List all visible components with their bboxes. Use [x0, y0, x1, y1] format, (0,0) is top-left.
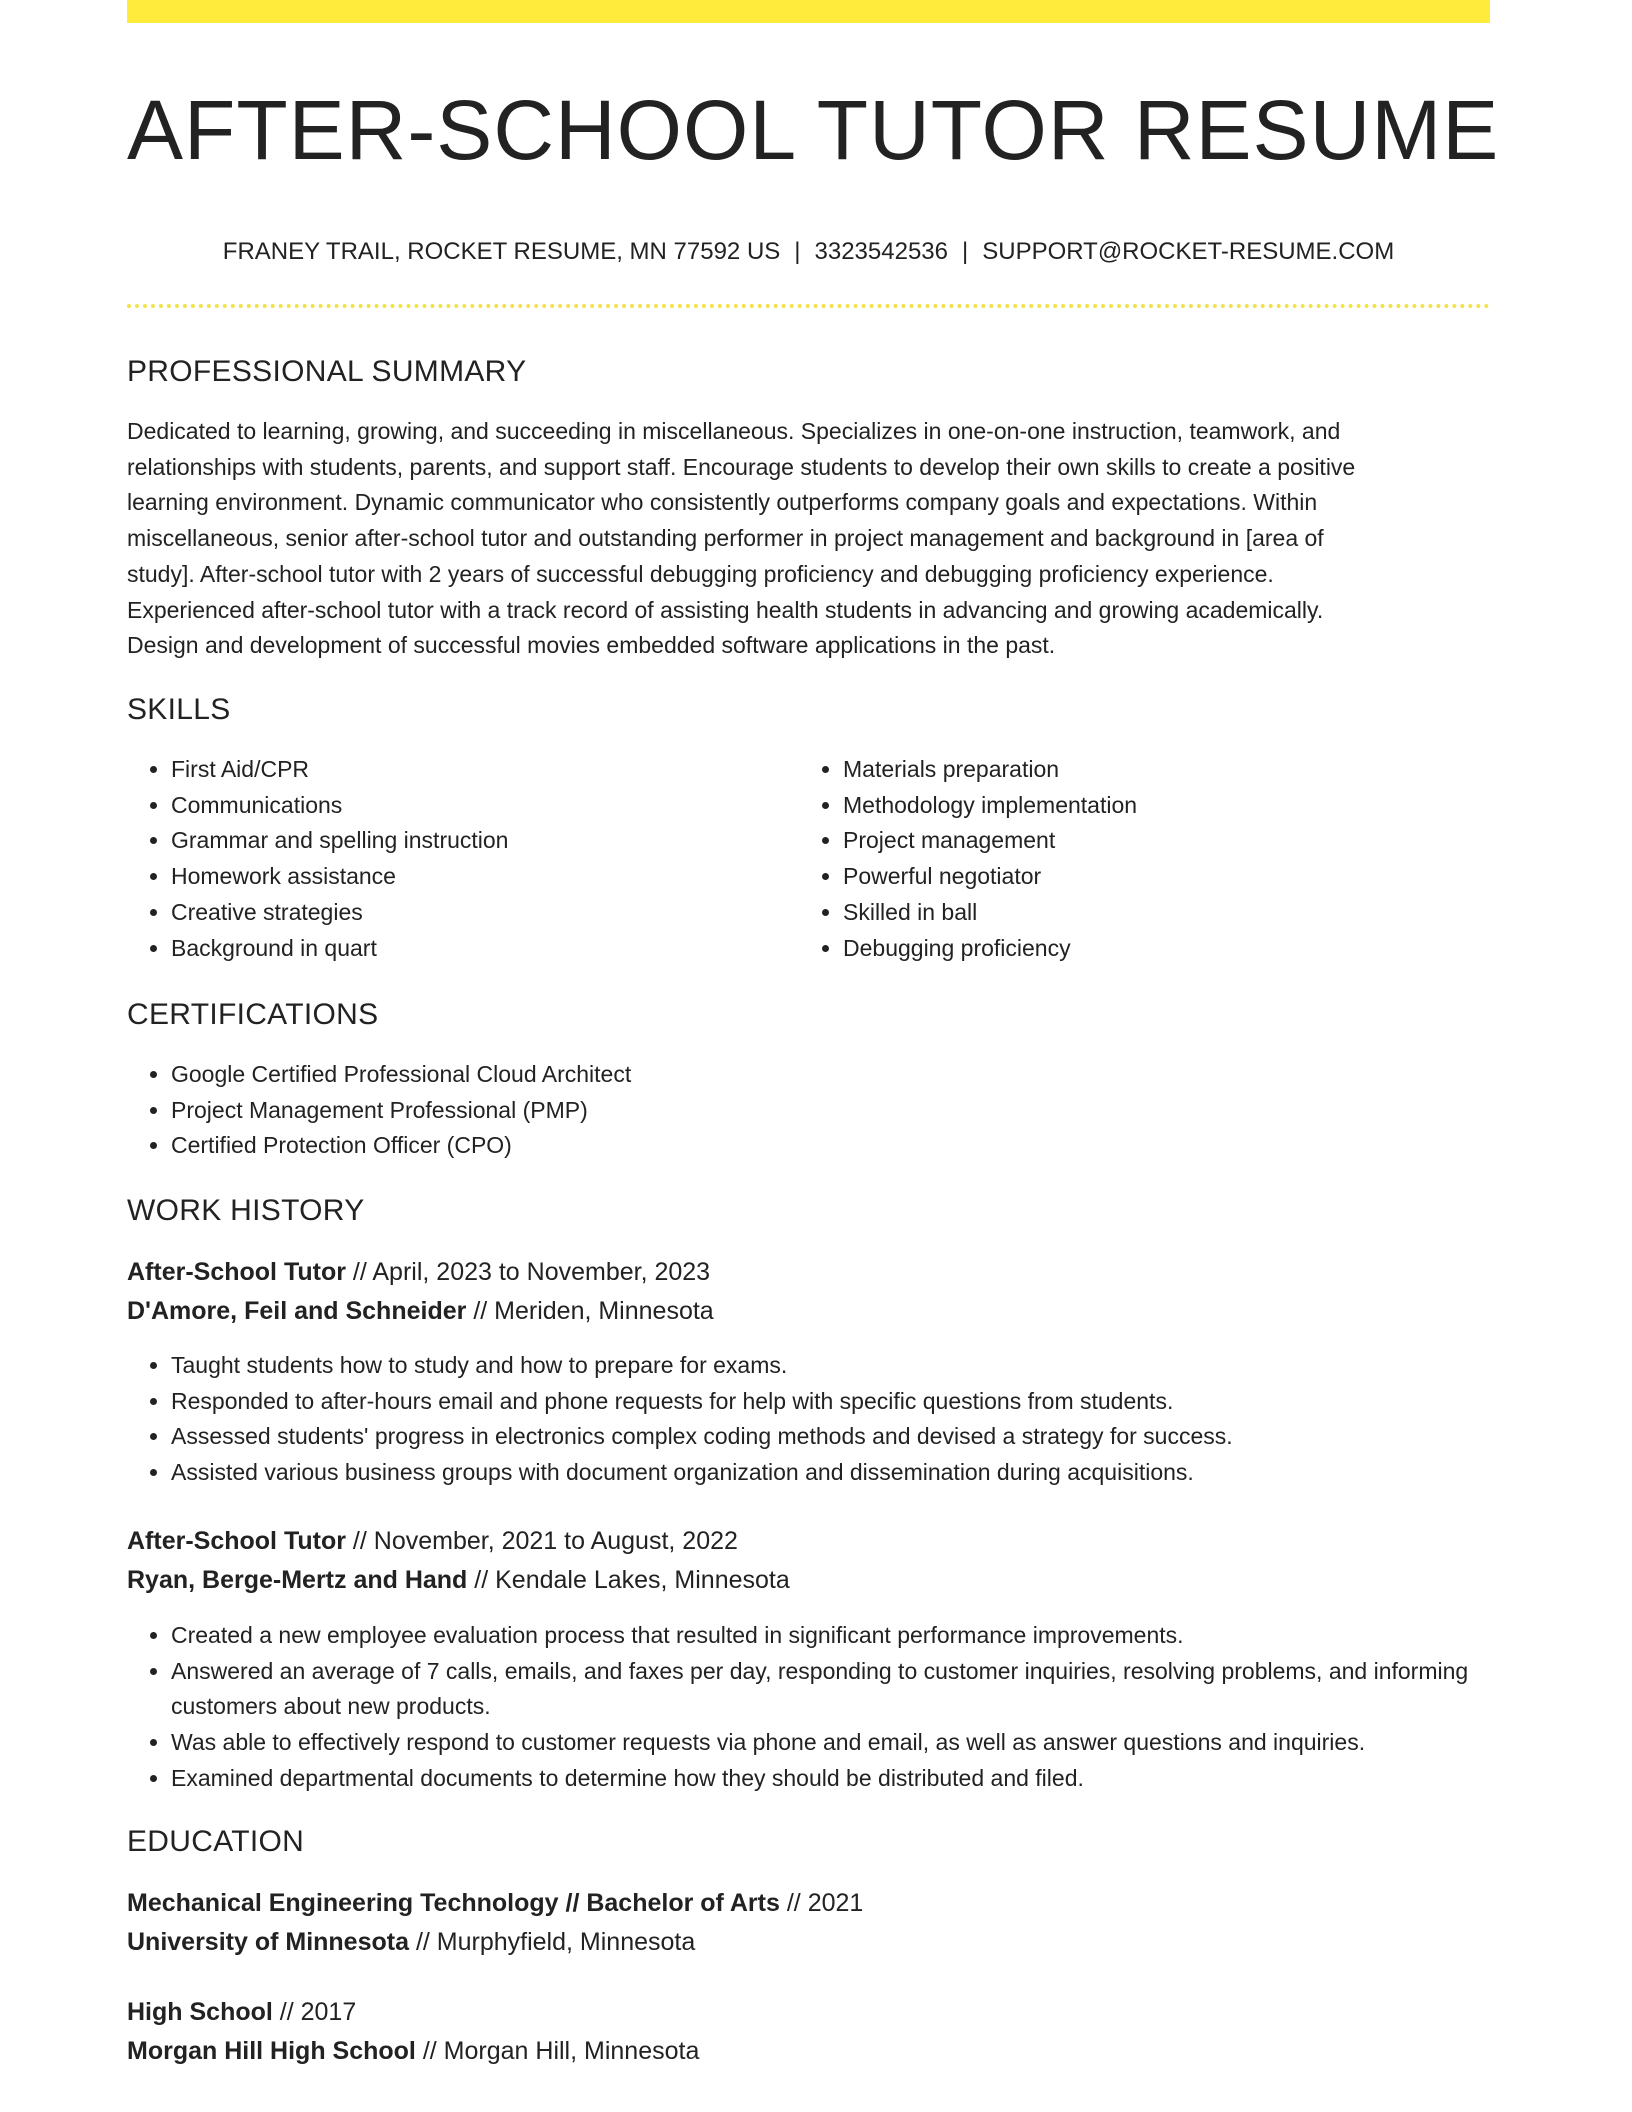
education-location: // Morgan Hill, Minnesota — [422, 2037, 700, 2065]
job-bullet: • Assessed students' progress in electronics complex coding methods and devised a strategy for success. — [171, 1419, 1490, 1455]
job-dates: // November, 2021 to August, 2022 — [352, 1527, 738, 1555]
accent-bar — [127, 0, 1490, 23]
education-location: // Murphyfield, Minnesota — [415, 1928, 696, 1956]
education-degree: Mechanical Engineering Technology // Bachelor of Arts — [127, 1889, 780, 1917]
skill-item: • First Aid/CPR — [171, 752, 811, 788]
summary-paragraph — [127, 414, 1490, 664]
summary-line: relationships with students, parents, and support staff. Encourage students to develop their own skills to create a positive — [127, 453, 1356, 480]
skill-item: • Powerful negotiator — [843, 859, 1483, 895]
job-bullets — [127, 1618, 1490, 1797]
summary-line: Experienced after-school tutor with a track record of assisting health students in advancing and growing academically. — [127, 596, 1324, 623]
certification-item: • Certified Protection Officer (CPO) — [171, 1128, 1471, 1164]
skill-item: • Communications — [171, 788, 811, 824]
dotted-divider — [127, 304, 1490, 308]
skill-item: • Grammar and spelling instruction — [171, 823, 811, 859]
job-dates: // April, 2023 to November, 2023 — [352, 1258, 711, 1286]
job-bullet: • Examined departmental documents to determine how they should be distributed and filed. — [171, 1761, 1490, 1797]
skills-list-right — [799, 752, 1483, 966]
skill-item: • Homework assistance — [171, 859, 811, 895]
job-bullet: • Created a new employee evaluation process that resulted in significant performance improvements. — [171, 1618, 1490, 1654]
job-bullet: • Was able to effectively respond to customer requests via phone and email, as well as answer questions and inquiries. — [171, 1725, 1490, 1761]
job-title-line — [127, 1255, 710, 1289]
job-bullets — [127, 1348, 1490, 1491]
job-bullet: • Responded to after-hours email and phone requests for help with specific questions from students. — [171, 1384, 1490, 1420]
job-company: Ryan, Berge-Mertz and Hand — [127, 1566, 468, 1594]
skill-item: • Debugging proficiency — [843, 931, 1483, 967]
summary-line: learning environment. Dynamic communicator who consistently outperforms company goals and expectations. Within — [127, 489, 1318, 516]
job-bullet: • Answered an average of 7 calls, emails, and faxes per day, responding to customer inquiries, resolving problems, and informing customers about new products. — [171, 1654, 1490, 1725]
certifications-list — [127, 1057, 1471, 1164]
contact-separator: | — [794, 238, 801, 265]
skill-item: • Creative strategies — [171, 895, 811, 931]
certifications-heading: CERTIFICATIONS — [127, 998, 379, 1031]
skill-item: • Skilled in ball — [843, 895, 1483, 931]
education-school-line — [127, 2034, 699, 2068]
skills-heading: SKILLS — [127, 693, 231, 726]
job-company: D'Amore, Feil and Schneider — [127, 1297, 467, 1325]
contact-phone: 3323542536 — [814, 238, 948, 265]
summary-line: study]. After-school tutor with 2 years of successful debugging proficiency and debugging proficiency experience. — [127, 560, 1274, 587]
education-school-line — [127, 1925, 695, 1959]
job-title: After-School Tutor — [127, 1258, 346, 1286]
summary-heading: PROFESSIONAL SUMMARY — [127, 355, 527, 388]
certification-item: • Google Certified Professional Cloud Architect — [171, 1057, 1471, 1093]
skill-item: • Methodology implementation — [843, 788, 1483, 824]
summary-line: Dedicated to learning, growing, and succeeding in miscellaneous. Specializes in one-on-one instruction, teamwork, and — [127, 418, 1341, 444]
job-bullet: • Assisted various business groups with document organization and dissemination during acquisitions. — [171, 1455, 1490, 1491]
education-year: // 2021 — [786, 1889, 864, 1917]
contact-separator: | — [962, 238, 969, 265]
skill-item: • Materials preparation — [843, 752, 1483, 788]
summary-line: miscellaneous, senior after-school tutor and outstanding performer in project management and background in [area of — [127, 525, 1324, 552]
job-title-line — [127, 1524, 738, 1558]
skill-item: • Project management — [843, 823, 1483, 859]
job-location: // Kendale Lakes, Minnesota — [474, 1566, 790, 1594]
certification-item: • Project Management Professional (PMP) — [171, 1093, 1471, 1129]
education-year: // 2017 — [279, 1998, 357, 2026]
resume-title: AFTER-SCHOOL TUTOR RESUME — [127, 83, 1500, 177]
contact-email: SUPPORT@ROCKET-RESUME.COM — [982, 238, 1395, 265]
skill-item: • Background in quart — [171, 931, 811, 967]
job-bullet: • Taught students how to study and how to prepare for exams. — [171, 1348, 1490, 1384]
job-location: // Meriden, Minnesota — [473, 1297, 714, 1325]
contact-line — [127, 236, 1490, 268]
education-degree: High School — [127, 1998, 273, 2026]
summary-line: Design and development of successful movies embedded software applications in the past. — [127, 632, 1056, 659]
education-degree-line — [127, 1886, 863, 1920]
job-company-line — [127, 1563, 790, 1597]
education-school: Morgan Hill High School — [127, 2037, 416, 2065]
skills-list-left — [127, 752, 811, 966]
education-school: University of Minnesota — [127, 1928, 409, 1956]
education-degree-line — [127, 1995, 356, 2029]
work-history-heading: WORK HISTORY — [127, 1194, 365, 1227]
job-company-line — [127, 1294, 714, 1328]
education-heading: EDUCATION — [127, 1825, 305, 1858]
contact-address: FRANEY TRAIL, ROCKET RESUME, MN 77592 US — [222, 238, 781, 265]
job-title: After-School Tutor — [127, 1527, 346, 1555]
